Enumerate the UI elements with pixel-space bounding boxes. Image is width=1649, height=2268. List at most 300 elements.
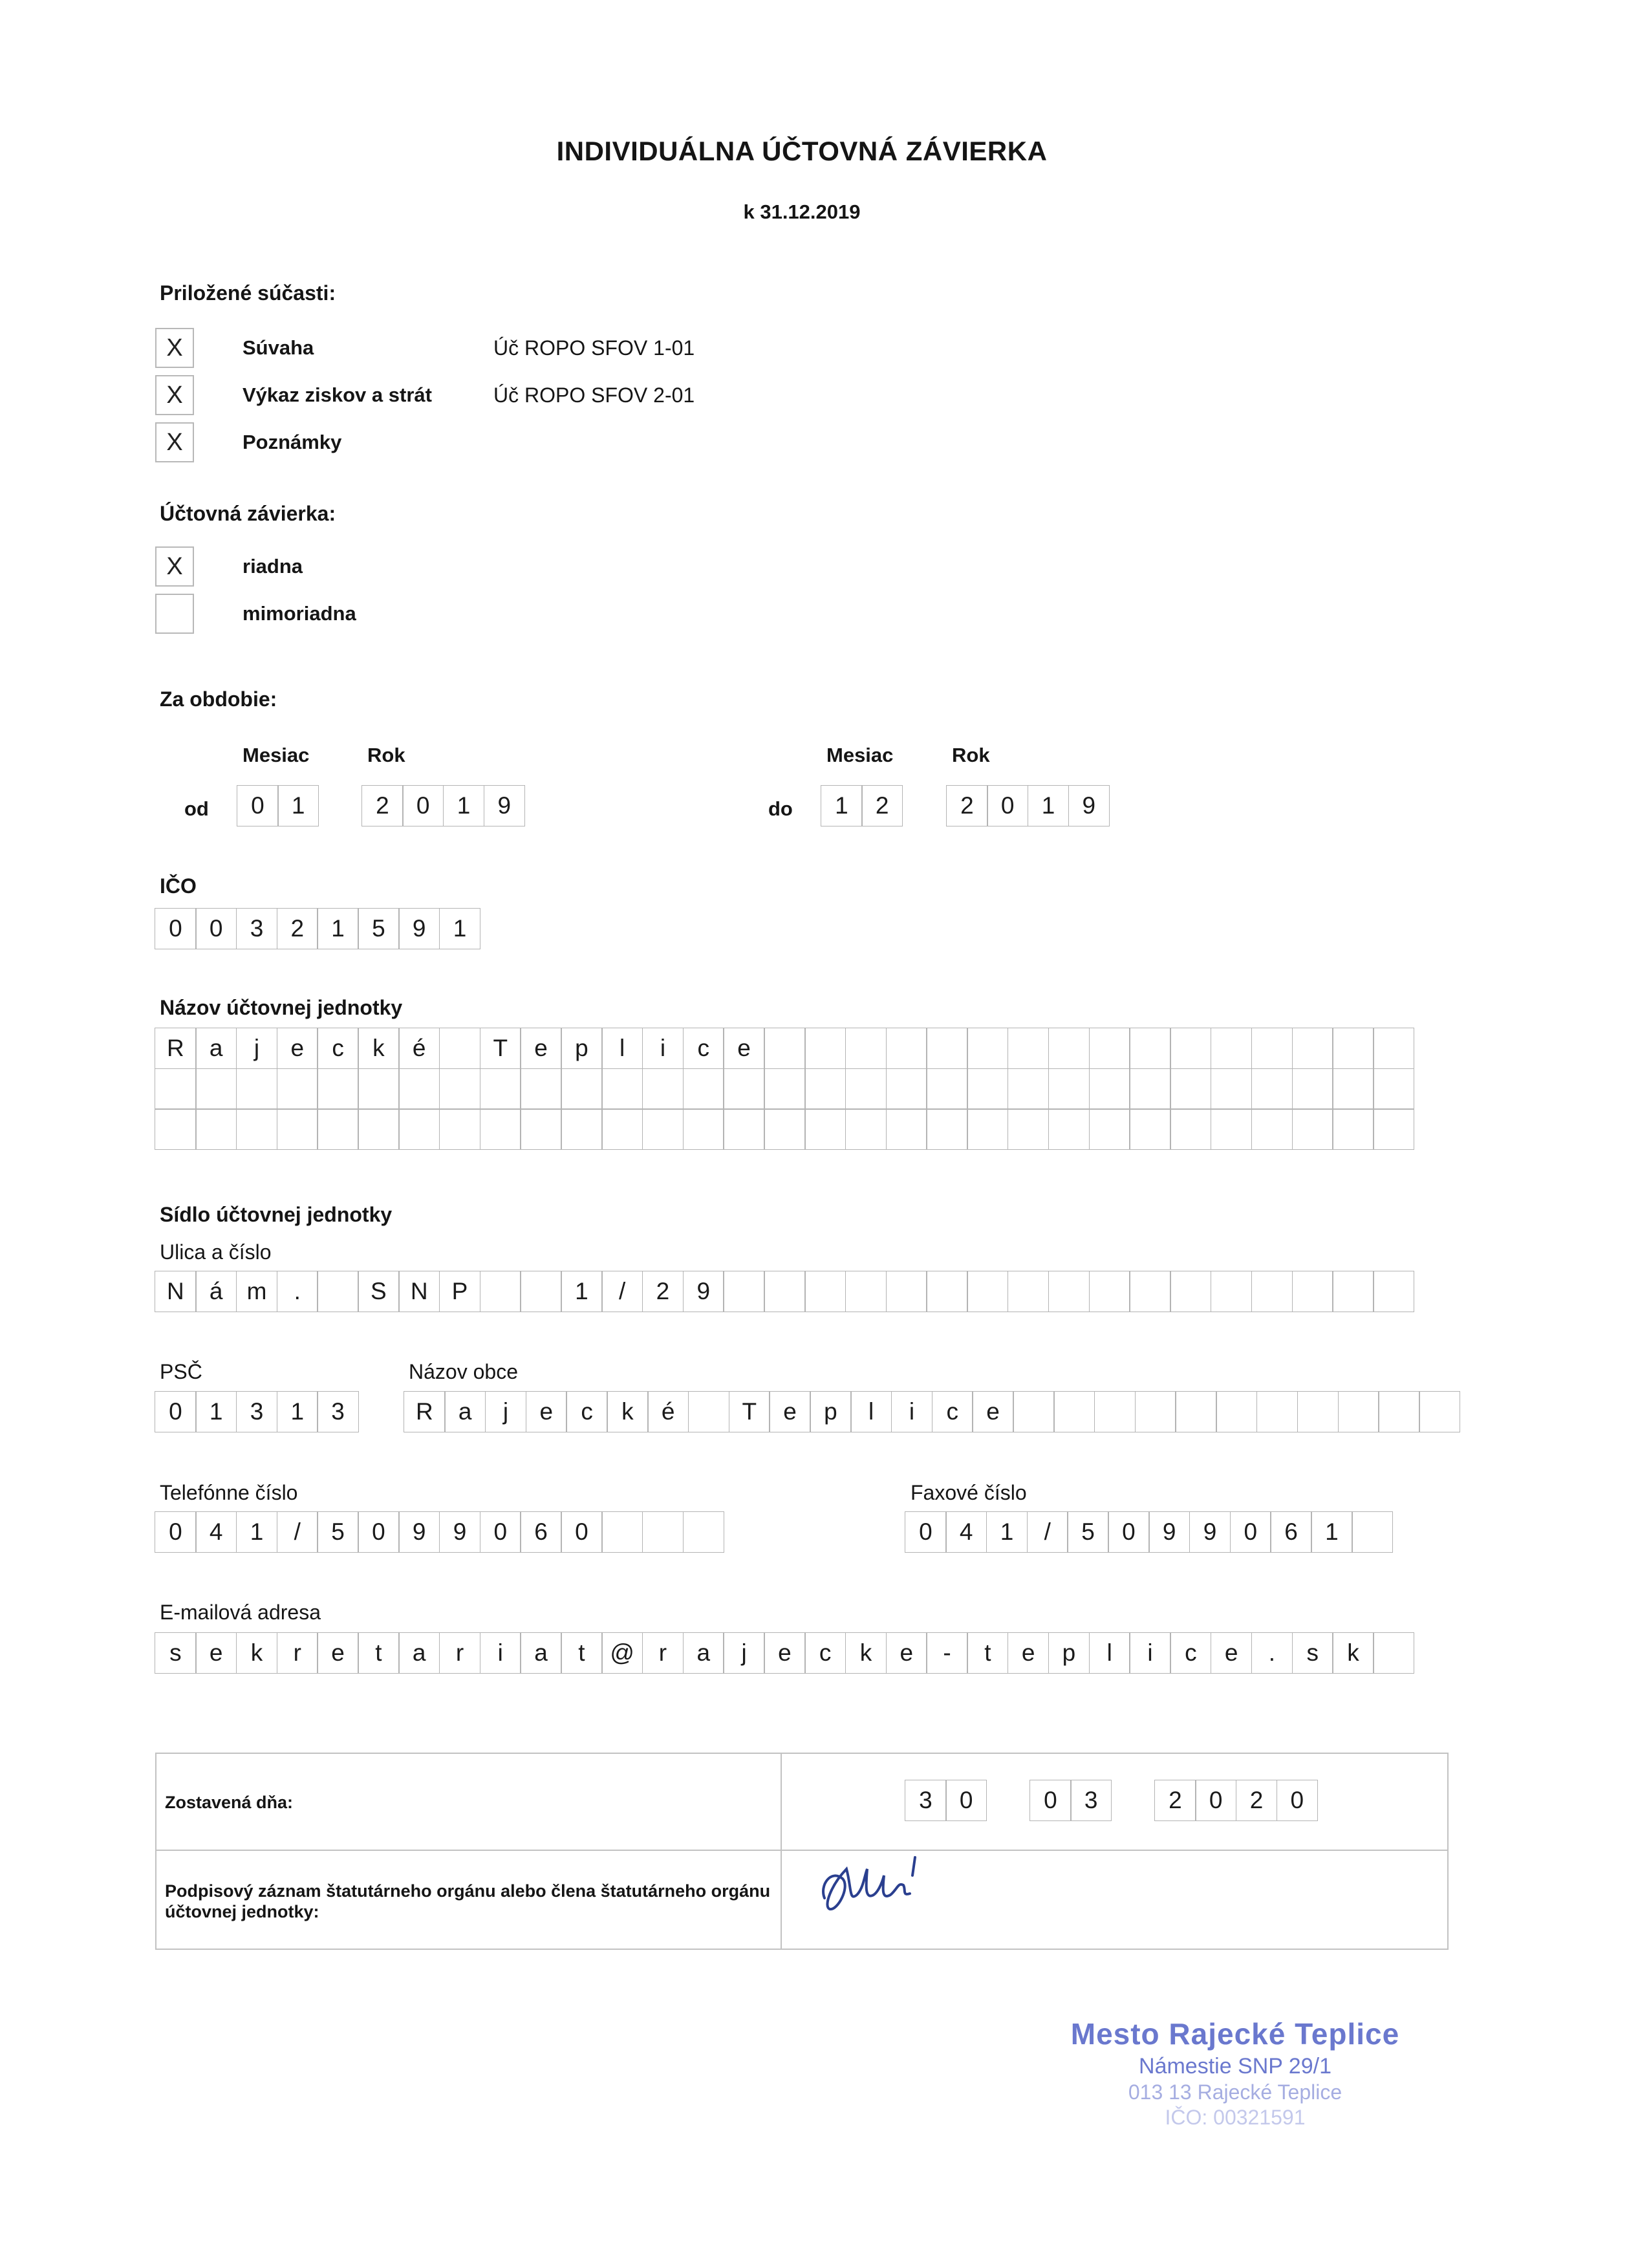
char-cell[interactable]: . (277, 1271, 318, 1312)
char-cell[interactable]: p (561, 1028, 602, 1069)
component-code-vykaz: Úč ROPO SFOV 2-01 (493, 383, 695, 407)
char-cell[interactable] (1373, 1068, 1414, 1110)
digit-cell[interactable]: 0 (1029, 1780, 1071, 1821)
char-cell[interactable] (1292, 1271, 1333, 1312)
char-cell[interactable]: k (607, 1391, 648, 1432)
char-cell[interactable]: 2 (277, 908, 318, 949)
char-cell[interactable]: e (764, 1632, 805, 1674)
char-cell[interactable] (480, 1108, 521, 1150)
char-cell[interactable] (1048, 1028, 1090, 1069)
char-cell[interactable]: j (485, 1391, 526, 1432)
name-grid (155, 1028, 1414, 1150)
char-cell[interactable] (1129, 1271, 1170, 1312)
footer-divider-vertical (781, 1753, 782, 1950)
char-cell[interactable] (1129, 1068, 1170, 1110)
char-cell[interactable]: 0 (905, 1511, 946, 1553)
char-cell[interactable]: 1 (277, 1391, 318, 1432)
char-cell[interactable]: a (444, 1391, 486, 1432)
char-cell[interactable]: 9 (683, 1271, 724, 1312)
period-to-month (821, 786, 903, 826)
char-cell[interactable]: i (642, 1028, 684, 1069)
char-cell[interactable]: 4 (195, 1511, 237, 1553)
char-cell[interactable]: l (1089, 1632, 1130, 1674)
char-cell[interactable] (155, 1068, 196, 1110)
char-cell[interactable]: c (317, 1028, 358, 1069)
char-cell[interactable] (1292, 1028, 1333, 1069)
char-cell[interactable] (317, 1271, 358, 1312)
char-cell[interactable] (804, 1028, 846, 1069)
char-cell[interactable]: m (236, 1271, 277, 1312)
period-to-year-label: Rok (952, 744, 990, 766)
char-cell[interactable]: / (277, 1511, 318, 1553)
char-cell[interactable] (1170, 1068, 1211, 1110)
char-cell[interactable] (723, 1271, 764, 1312)
char-cell[interactable]: a (683, 1632, 724, 1674)
char-cell[interactable] (683, 1068, 724, 1110)
char-cell[interactable] (926, 1271, 967, 1312)
char-cell[interactable]: i (891, 1391, 932, 1432)
component-code-suvaha: Úč ROPO SFOV 1-01 (493, 336, 695, 360)
char-cell[interactable] (1211, 1271, 1252, 1312)
char-cell[interactable]: 9 (439, 1511, 480, 1553)
char-cell[interactable]: k (845, 1632, 887, 1674)
email-label: E-mailová adresa (160, 1601, 321, 1624)
char-cell[interactable]: 0 (155, 1391, 196, 1432)
digit-cell[interactable]: 3 (905, 1780, 946, 1821)
char-cell[interactable]: . (1251, 1632, 1293, 1674)
period-to-month-label: Mesiac (826, 744, 894, 766)
char-cell[interactable] (1292, 1108, 1333, 1150)
checkbox-suvaha[interactable]: X (155, 328, 194, 368)
char-cell[interactable] (398, 1108, 440, 1150)
char-cell[interactable]: R (404, 1391, 445, 1432)
char-cell[interactable]: c (932, 1391, 973, 1432)
char-cell[interactable] (1378, 1391, 1419, 1432)
ico-grid (155, 909, 480, 949)
signature-image (818, 1850, 934, 1927)
char-cell[interactable]: 1 (986, 1511, 1028, 1553)
char-cell[interactable] (764, 1028, 805, 1069)
char-cell[interactable] (1332, 1108, 1374, 1150)
char-cell[interactable]: 9 (398, 1511, 440, 1553)
char-cell[interactable] (926, 1028, 967, 1069)
char-cell[interactable] (439, 1108, 480, 1150)
checkbox-mimoriadna[interactable] (155, 594, 194, 634)
char-cell[interactable]: j (236, 1028, 277, 1069)
char-cell[interactable]: 1 (561, 1271, 602, 1312)
char-cell[interactable] (1211, 1028, 1252, 1069)
footer-divider-horizontal (155, 1850, 1449, 1851)
char-cell[interactable]: 5 (317, 1511, 358, 1553)
name-grid-row (155, 1109, 1414, 1150)
char-cell[interactable] (683, 1108, 724, 1150)
digit-cell[interactable]: 1 (1028, 785, 1069, 826)
char-cell[interactable]: e (1008, 1632, 1049, 1674)
char-cell[interactable]: 1 (236, 1511, 277, 1553)
char-cell[interactable] (1008, 1068, 1049, 1110)
name-grid-row (155, 1028, 1414, 1069)
char-cell[interactable] (967, 1028, 1008, 1069)
char-cell[interactable] (358, 1068, 399, 1110)
char-cell[interactable] (1129, 1028, 1170, 1069)
name-grid-row (155, 1069, 1414, 1110)
char-cell[interactable]: 9 (398, 908, 440, 949)
psc-grid (155, 1392, 358, 1432)
char-cell[interactable]: 0 (561, 1511, 602, 1553)
digit-cell[interactable]: 0 (945, 1780, 987, 1821)
compiled-month (1030, 1780, 1112, 1821)
char-cell[interactable]: 0 (1230, 1511, 1271, 1553)
char-cell[interactable] (1175, 1391, 1216, 1432)
char-cell[interactable]: e (1211, 1632, 1252, 1674)
document-date: k 31.12.2019 (743, 200, 861, 223)
char-cell[interactable] (1256, 1391, 1298, 1432)
period-from-month (237, 786, 319, 826)
period-heading: Za obdobie: (160, 687, 277, 711)
char-cell[interactable]: / (1027, 1511, 1068, 1553)
period-to-year (947, 786, 1109, 826)
digit-cell[interactable]: 0 (1277, 1780, 1318, 1821)
char-cell[interactable]: 1 (1311, 1511, 1352, 1553)
char-cell[interactable] (1373, 1108, 1414, 1150)
char-cell[interactable]: S (358, 1271, 399, 1312)
char-cell[interactable] (1129, 1108, 1170, 1150)
char-cell[interactable] (358, 1108, 399, 1150)
checkbox-poznamky[interactable]: X (155, 422, 194, 462)
digit-cell[interactable]: 3 (1070, 1780, 1112, 1821)
char-cell[interactable] (1048, 1068, 1090, 1110)
digit-cell[interactable]: 0 (1195, 1780, 1236, 1821)
char-cell[interactable]: c (804, 1632, 846, 1674)
char-cell[interactable] (1170, 1028, 1211, 1069)
char-cell[interactable]: @ (601, 1632, 643, 1674)
char-cell[interactable] (1089, 1271, 1130, 1312)
char-cell[interactable] (886, 1068, 927, 1110)
compiled-year (1155, 1780, 1317, 1821)
char-cell[interactable] (1373, 1028, 1414, 1069)
char-cell[interactable] (1292, 1068, 1333, 1110)
char-cell[interactable] (1089, 1028, 1130, 1069)
char-cell[interactable] (1008, 1271, 1049, 1312)
char-cell[interactable]: é (398, 1028, 440, 1069)
checkbox-riadna[interactable]: X (155, 546, 194, 587)
period-from-label: od (184, 797, 209, 820)
char-cell[interactable] (520, 1068, 561, 1110)
stamp-line-2: Námestie SNP 29/1 (1139, 2054, 1331, 2079)
char-cell[interactable]: 3 (236, 1391, 277, 1432)
char-cell[interactable] (642, 1068, 684, 1110)
city-grid (404, 1392, 1460, 1432)
char-cell[interactable]: 3 (317, 1391, 358, 1432)
char-cell[interactable] (195, 1068, 237, 1110)
char-cell[interactable] (764, 1271, 805, 1312)
digit-cell[interactable]: 1 (821, 785, 862, 826)
char-cell[interactable]: l (601, 1028, 643, 1069)
char-cell[interactable]: e (526, 1391, 567, 1432)
char-cell[interactable] (804, 1271, 846, 1312)
digit-cell[interactable]: 1 (443, 785, 484, 826)
char-cell[interactable] (926, 1068, 967, 1110)
char-cell[interactable] (1211, 1068, 1252, 1110)
char-cell[interactable] (439, 1028, 480, 1069)
char-cell[interactable] (845, 1271, 887, 1312)
char-cell[interactable]: 4 (945, 1511, 987, 1553)
checkbox-vykaz[interactable]: X (155, 375, 194, 415)
char-cell[interactable] (1216, 1391, 1257, 1432)
char-cell[interactable] (845, 1108, 887, 1150)
char-cell[interactable]: 6 (1270, 1511, 1311, 1553)
char-cell[interactable] (398, 1068, 440, 1110)
char-cell[interactable] (480, 1068, 521, 1110)
char-cell[interactable] (764, 1068, 805, 1110)
char-cell[interactable] (1251, 1068, 1293, 1110)
char-cell[interactable] (1332, 1028, 1374, 1069)
char-cell[interactable] (601, 1108, 643, 1150)
char-cell[interactable] (1170, 1108, 1211, 1150)
char-cell[interactable]: e (723, 1028, 764, 1069)
char-cell[interactable] (845, 1068, 887, 1110)
char-cell[interactable]: a (520, 1632, 561, 1674)
char-cell[interactable]: 0 (358, 1511, 399, 1553)
char-cell[interactable] (1338, 1391, 1379, 1432)
char-cell[interactable] (277, 1108, 318, 1150)
digit-cell[interactable]: 2 (1154, 1780, 1196, 1821)
char-cell[interactable]: 1 (195, 1391, 237, 1432)
char-cell[interactable] (236, 1068, 277, 1110)
char-cell[interactable]: 5 (358, 908, 399, 949)
char-cell[interactable]: e (195, 1632, 237, 1674)
char-cell[interactable] (1048, 1108, 1090, 1150)
char-cell[interactable] (317, 1108, 358, 1150)
char-cell[interactable]: a (398, 1632, 440, 1674)
digit-cell[interactable]: 2 (1236, 1780, 1277, 1821)
official-stamp (1035, 2016, 1436, 2165)
char-cell[interactable] (642, 1108, 684, 1150)
char-cell[interactable]: p (810, 1391, 851, 1432)
char-cell[interactable] (926, 1108, 967, 1150)
char-cell[interactable]: e (972, 1391, 1013, 1432)
char-cell[interactable]: e (277, 1028, 318, 1069)
char-cell[interactable] (688, 1391, 729, 1432)
period-from-year-label: Rok (367, 744, 405, 766)
char-cell[interactable] (1053, 1391, 1095, 1432)
char-cell[interactable] (601, 1068, 643, 1110)
char-cell[interactable]: c (683, 1028, 724, 1069)
char-cell[interactable]: k (1332, 1632, 1374, 1674)
char-cell[interactable]: e (886, 1632, 927, 1674)
char-cell[interactable] (1297, 1391, 1339, 1432)
char-cell[interactable] (1373, 1271, 1414, 1312)
char-cell[interactable] (520, 1108, 561, 1150)
period-from-year (362, 786, 524, 826)
char-cell[interactable] (683, 1511, 724, 1553)
digit-cell[interactable]: 0 (402, 785, 444, 826)
char-cell[interactable] (1089, 1068, 1130, 1110)
char-cell[interactable]: / (601, 1271, 643, 1312)
char-cell[interactable] (967, 1068, 1008, 1110)
char-cell[interactable]: i (1129, 1632, 1170, 1674)
char-cell[interactable]: e (769, 1391, 810, 1432)
city-label: Názov obce (409, 1360, 518, 1383)
char-cell[interactable] (1332, 1271, 1374, 1312)
email-grid (155, 1633, 1414, 1674)
char-cell[interactable] (845, 1028, 887, 1069)
char-cell[interactable]: 0 (1108, 1511, 1149, 1553)
fax-label: Faxové číslo (911, 1481, 1027, 1504)
char-cell[interactable]: r (642, 1632, 684, 1674)
char-cell[interactable]: - (926, 1632, 967, 1674)
char-cell[interactable]: T (480, 1028, 521, 1069)
digit-cell[interactable]: 2 (361, 785, 403, 826)
digit-cell[interactable]: 2 (946, 785, 987, 826)
char-cell[interactable]: c (1170, 1632, 1211, 1674)
char-cell[interactable] (1135, 1391, 1176, 1432)
char-cell[interactable] (804, 1068, 846, 1110)
phone-grid (155, 1512, 724, 1553)
char-cell[interactable]: 3 (236, 908, 277, 949)
digit-cell[interactable]: 1 (277, 785, 319, 826)
char-cell[interactable] (886, 1271, 927, 1312)
char-cell[interactable] (480, 1271, 521, 1312)
char-cell[interactable] (723, 1108, 764, 1150)
char-cell[interactable]: á (195, 1271, 237, 1312)
char-cell[interactable] (1251, 1108, 1293, 1150)
digit-cell[interactable]: 9 (484, 785, 525, 826)
char-cell[interactable]: e (317, 1632, 358, 1674)
period-to-label: do (768, 797, 793, 820)
char-cell[interactable]: s (1292, 1632, 1333, 1674)
char-cell[interactable] (1089, 1108, 1130, 1150)
char-cell[interactable]: j (723, 1632, 764, 1674)
stamp-line-1: Mesto Rajecké Teplice (1070, 2017, 1400, 2051)
digit-cell[interactable]: 2 (861, 785, 903, 826)
char-cell[interactable]: k (358, 1028, 399, 1069)
char-cell[interactable] (561, 1108, 602, 1150)
char-cell[interactable]: 1 (439, 908, 480, 949)
char-cell[interactable] (561, 1068, 602, 1110)
char-cell[interactable]: 9 (1189, 1511, 1231, 1553)
char-cell[interactable]: 6 (520, 1511, 561, 1553)
char-cell[interactable] (1332, 1068, 1374, 1110)
char-cell[interactable]: t (561, 1632, 602, 1674)
char-cell[interactable]: 2 (642, 1271, 684, 1312)
components-heading: Priložené súčasti: (160, 281, 336, 305)
ico-label: IČO (160, 874, 197, 898)
statement-type-label-mimoriadna: mimoriadna (242, 602, 356, 625)
component-label-vykaz: Výkaz ziskov a strát (242, 383, 432, 406)
char-cell[interactable]: 0 (155, 908, 196, 949)
char-cell[interactable]: P (439, 1271, 480, 1312)
component-label-suvaha: Súvaha (242, 336, 314, 359)
char-cell[interactable] (1170, 1271, 1211, 1312)
char-cell[interactable]: a (195, 1028, 237, 1069)
char-cell[interactable]: c (566, 1391, 607, 1432)
char-cell[interactable]: T (729, 1391, 770, 1432)
char-cell[interactable] (642, 1511, 684, 1553)
char-cell[interactable]: t (967, 1632, 1008, 1674)
char-cell[interactable] (601, 1511, 643, 1553)
char-cell[interactable] (764, 1108, 805, 1150)
signature-label: Podpisový záznam štatutárneho orgánu alebo člena štatutárneho orgánu účtovnej jednotky: (165, 1881, 771, 1921)
char-cell[interactable]: e (520, 1028, 561, 1069)
address-heading: Sídlo účtovnej jednotky (160, 1203, 393, 1226)
char-cell[interactable] (886, 1108, 927, 1150)
statement-type-heading: Účtovná závierka: (160, 502, 336, 525)
street-grid (155, 1271, 1414, 1312)
char-cell[interactable] (967, 1108, 1008, 1150)
phone-label: Telefónne číslo (160, 1481, 298, 1504)
char-cell[interactable] (1013, 1391, 1054, 1432)
char-cell[interactable] (277, 1068, 318, 1110)
char-cell[interactable] (236, 1108, 277, 1150)
char-cell[interactable] (155, 1108, 196, 1150)
statement-type-label-riadna: riadna (242, 555, 303, 578)
char-cell[interactable]: s (155, 1632, 196, 1674)
street-label: Ulica a číslo (160, 1240, 272, 1264)
digit-cell[interactable]: 0 (987, 785, 1028, 826)
char-cell[interactable]: l (850, 1391, 892, 1432)
char-cell[interactable]: 9 (1148, 1511, 1190, 1553)
char-cell[interactable]: t (358, 1632, 399, 1674)
char-cell[interactable]: p (1048, 1632, 1090, 1674)
char-cell[interactable] (1094, 1391, 1136, 1432)
char-cell[interactable] (1352, 1511, 1393, 1553)
char-cell[interactable] (1419, 1391, 1460, 1432)
fax-grid (905, 1512, 1393, 1553)
char-cell[interactable] (195, 1108, 237, 1150)
char-cell[interactable]: k (236, 1632, 277, 1674)
char-cell[interactable] (1373, 1632, 1414, 1674)
char-cell[interactable]: 1 (317, 908, 358, 949)
char-cell[interactable] (1008, 1028, 1049, 1069)
char-cell[interactable]: N (398, 1271, 440, 1312)
char-cell[interactable]: i (480, 1632, 521, 1674)
char-cell[interactable]: 0 (155, 1511, 196, 1553)
name-label: Názov účtovnej jednotky (160, 996, 403, 1019)
char-cell[interactable]: 0 (480, 1511, 521, 1553)
char-cell[interactable] (723, 1068, 764, 1110)
component-label-poznamky: Poznámky (242, 431, 342, 453)
char-cell[interactable] (886, 1028, 927, 1069)
document-title: INDIVIDUÁLNA ÚČTOVNÁ ZÁVIERKA (556, 136, 1048, 166)
char-cell[interactable] (1251, 1028, 1293, 1069)
compiled-day (905, 1780, 987, 1821)
char-cell[interactable] (317, 1068, 358, 1110)
char-cell[interactable] (967, 1271, 1008, 1312)
digit-cell[interactable]: 0 (237, 785, 278, 826)
compiled-label: Zostavená dňa: (165, 1793, 294, 1812)
char-cell[interactable]: 0 (195, 908, 237, 949)
char-cell[interactable] (1211, 1108, 1252, 1150)
char-cell[interactable] (439, 1068, 480, 1110)
char-cell[interactable] (1048, 1271, 1090, 1312)
char-cell[interactable]: 5 (1067, 1511, 1108, 1553)
char-cell[interactable]: r (439, 1632, 480, 1674)
char-cell[interactable] (1008, 1108, 1049, 1150)
char-cell[interactable]: N (155, 1271, 196, 1312)
digit-cell[interactable]: 9 (1068, 785, 1110, 826)
psc-label: PSČ (160, 1360, 202, 1383)
char-cell[interactable] (804, 1108, 846, 1150)
char-cell[interactable]: é (647, 1391, 689, 1432)
char-cell[interactable]: r (277, 1632, 318, 1674)
stamp-line-4: IČO: 00321591 (1165, 2106, 1306, 2129)
char-cell[interactable]: R (155, 1028, 196, 1069)
stamp-line-3: 013 13 Rajecké Teplice (1128, 2080, 1342, 2104)
period-from-month-label: Mesiac (242, 744, 310, 766)
char-cell[interactable] (1251, 1271, 1293, 1312)
char-cell[interactable] (520, 1271, 561, 1312)
